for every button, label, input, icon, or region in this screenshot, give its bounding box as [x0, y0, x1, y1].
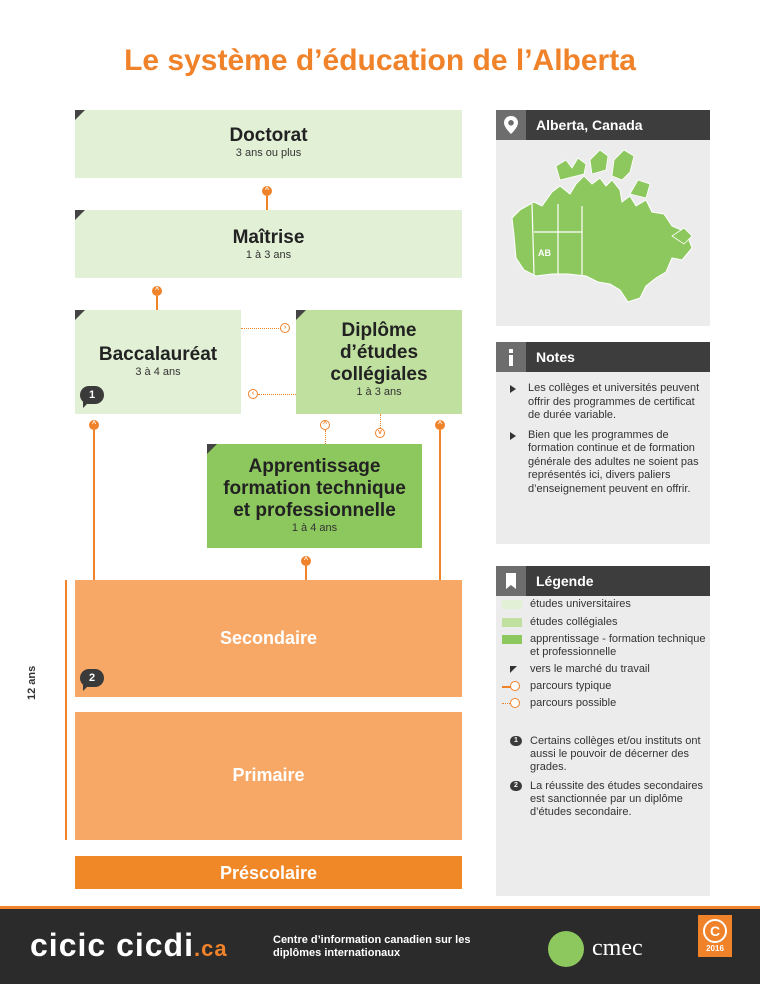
labour-market-marker-icon: [75, 210, 85, 220]
notes-panel-title: Notes: [496, 342, 710, 372]
level-prescolaire: [75, 856, 462, 889]
note-item: Bien que les programmes de formation continue et de formation générale des adultes ne soient pas représentés ici, divers paliers d’enseignement peuvent en offrir.: [506, 429, 704, 497]
legend-label: parcours typique: [530, 680, 612, 692]
copyright-icon: C: [703, 919, 727, 943]
bookmark-icon: [496, 566, 526, 596]
dotted-arrow-circle-icon: [510, 698, 520, 708]
org-name: Centre d’information canadien sur les diplômes internationaux: [273, 934, 471, 959]
labour-market-marker-icon: [75, 310, 85, 320]
level-doctorat: [75, 110, 462, 178]
footnote-bubble-icon: 2: [80, 669, 104, 687]
level-duration: 3 ans ou plus: [235, 147, 302, 159]
footer: [0, 906, 760, 984]
arrow-up-icon: ^: [301, 556, 311, 566]
notes-list: [506, 382, 704, 502]
canada-map-icon: [496, 140, 710, 326]
level-name: Baccalauréat: [98, 344, 218, 365]
arrow-left-icon: ‹: [248, 389, 258, 399]
legend-panel-title: Légende: [496, 566, 710, 596]
arrow-right-icon: ›: [280, 323, 290, 333]
cicic-logo-text: cicic cicdi: [30, 927, 194, 963]
college-swatch: [502, 618, 522, 627]
legend-label: parcours possible: [530, 697, 617, 709]
level-baccalaureat: [75, 310, 241, 414]
level-duration: 3 à 4 ans: [135, 366, 181, 378]
corner-marker-icon: [510, 666, 517, 673]
level-name: Primaire: [232, 765, 305, 785]
arrow-up-icon: ^: [320, 420, 330, 430]
arrow-down-icon: v: [375, 428, 385, 438]
labour-market-marker-icon: [75, 110, 85, 120]
possible-path-line: [258, 394, 296, 395]
copyright-year: 2016: [706, 944, 724, 953]
level-name-line: Apprentissage: [248, 456, 381, 477]
location-pin-icon: [496, 110, 526, 140]
university-swatch: [502, 600, 522, 609]
legend-label: apprentissage - formation technique et professionnelle: [530, 633, 706, 658]
cmec-logo-text: cmec: [592, 935, 643, 961]
level-duration: 1 à 3 ans: [356, 386, 402, 398]
labour-market-marker-icon: [207, 444, 217, 454]
connector-line: [266, 196, 268, 210]
map-panel-title: Alberta, Canada: [496, 110, 710, 140]
cicic-logo-suffix: .ca: [193, 936, 228, 961]
arrow-up-icon: ^: [89, 420, 99, 430]
level-name-line: formation technique: [223, 478, 406, 499]
cicic-logo[interactable]: [30, 927, 228, 964]
footnote-bubble-icon: 1: [80, 386, 104, 404]
possible-path-line: [325, 430, 326, 444]
level-name: Secondaire: [219, 628, 318, 648]
level-name-line: Diplôme: [341, 320, 417, 341]
connector-line: [93, 430, 95, 580]
page-title: Le système d’éducation de l’Alberta: [124, 44, 636, 77]
level-name: Doctorat: [229, 125, 308, 146]
cmec-logo-icon: [548, 931, 584, 967]
level-apprentissage: [207, 444, 422, 548]
footnote-text: Certains collèges et/ou instituts ont aussi le pouvoir de décerner des grades.: [530, 735, 701, 773]
level-diplome: [296, 310, 462, 414]
footnote-bubble-icon: 1: [510, 736, 522, 746]
note-item: Les collèges et universités peuvent offrir des programmes de certificat de durée variable.: [506, 382, 704, 423]
copyright-badge: [698, 915, 732, 957]
arrow-up-icon: ^: [435, 420, 445, 430]
level-primaire: [75, 712, 462, 840]
notes-panel: [496, 342, 710, 544]
legend-label: vers le marché du travail: [530, 663, 650, 675]
level-duration: 1 à 3 ans: [245, 249, 292, 261]
connector-line: [439, 430, 441, 580]
level-name: Préscolaire: [219, 863, 318, 883]
legend-label: études collégiales: [530, 616, 618, 628]
legend-panel: [496, 566, 710, 896]
level-duration: 1 à 4 ans: [291, 522, 338, 534]
level-name-line: d’études: [339, 342, 419, 363]
level-secondaire: [75, 580, 462, 697]
legend-label: études universitaires: [530, 598, 631, 610]
apprenticeship-swatch: [502, 635, 522, 644]
possible-path-line: [380, 414, 381, 428]
level-name: Maîtrise: [232, 227, 305, 248]
map-region-label: AB: [538, 248, 551, 258]
arrow-up-icon: ^: [262, 186, 272, 196]
footnote-text: La réussite des études secondaires est sanctionnée par un diplôme d’études secondaire.: [530, 780, 704, 818]
possible-path-line: [241, 328, 281, 329]
labour-market-marker-icon: [296, 310, 306, 320]
years-label: 12 ans: [26, 665, 38, 700]
info-icon: [496, 342, 526, 372]
map-panel: [496, 110, 710, 326]
level-name-line: et professionnelle: [233, 500, 396, 521]
level-maitrise: [75, 210, 462, 278]
level-name-line: collégiales: [330, 364, 428, 385]
years-bracket-line: [65, 580, 67, 840]
connector-line: [156, 296, 158, 310]
connector-line: [305, 566, 307, 580]
arrow-up-icon: ^: [152, 286, 162, 296]
footnote-bubble-icon: 2: [510, 781, 522, 791]
solid-arrow-circle-icon: [510, 681, 520, 691]
